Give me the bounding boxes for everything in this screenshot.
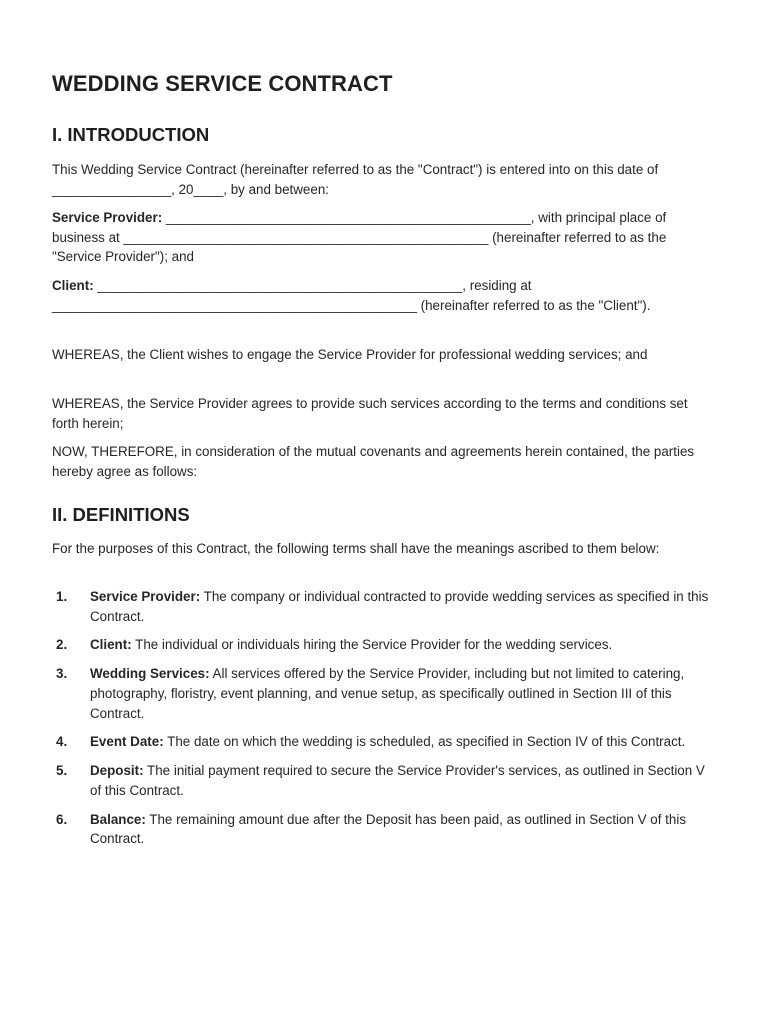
definition-text: The individual or individuals hiring the Service Provider for the wedding services. — [131, 637, 613, 653]
definition-text: All services offered by the Service Provider, including but not limited to catering, photography, floristry, event planning, and venue setup, as specifically outlined in Section III of this Contract. — [90, 666, 685, 721]
definition-number: 1. — [56, 589, 68, 604]
client-label: Client: — [52, 278, 94, 293]
definition-item — [52, 732, 718, 752]
definition-number: 6. — [56, 811, 68, 827]
document-title: WEDDING SERVICE CONTRACT — [52, 71, 393, 96]
client-paragraph — [52, 276, 718, 315]
definition-item — [52, 810, 718, 849]
now-therefore-paragraph: NOW, THEREFORE, in consideration of the mutual covenants and agreements herein contained, the parties hereby agree as follows: — [52, 444, 695, 479]
definition-item — [52, 761, 718, 800]
definitions-intro-paragraph: For the purposes of this Contract, the following terms shall have the meanings ascribed to them below: — [52, 541, 660, 556]
definition-text: The company or individual contracted to provide wedding services as specified in this Contract. — [90, 589, 709, 624]
definition-item — [52, 664, 718, 723]
service-provider-paragraph — [52, 208, 718, 267]
definition-term: Balance: — [90, 811, 146, 827]
whereas-paragraph-2: WHEREAS, the Service Provider agrees to provide such services according to the terms and conditions set forth herein; — [52, 396, 688, 431]
section-heading-introduction: I. INTRODUCTION — [52, 124, 210, 145]
definition-term: Deposit: — [90, 763, 144, 779]
definitions-list — [52, 587, 718, 858]
definition-number: 4. — [56, 734, 68, 750]
definition-item — [52, 635, 718, 655]
whereas-paragraph-1: WHEREAS, the Client wishes to engage the Service Provider for professional wedding services; and — [52, 347, 648, 362]
service-provider-label: Service Provider: — [52, 210, 163, 225]
definition-term: Wedding Services: — [90, 666, 210, 682]
definition-term: Service Provider: — [90, 589, 201, 604]
definition-text: The remaining amount due after the Deposit has been paid, as outlined in Section V of this Contract. — [90, 811, 687, 847]
definition-number: 3. — [56, 666, 68, 682]
definition-item — [52, 587, 718, 626]
definition-number: 2. — [56, 637, 68, 653]
definition-number: 5. — [56, 763, 68, 779]
definition-term: Client: — [90, 637, 132, 653]
section-heading-definitions: II. DEFINITIONS — [52, 504, 190, 525]
client-text: _________________________________________________, residing at _________________________________________________ (hereinafter referred to as the "Client"). — [52, 278, 651, 313]
definition-text: The initial payment required to secure the Service Provider's services, as outlined in Section V of this Contract. — [90, 763, 705, 798]
definition-text: The date on which the wedding is scheduled, as specified in Section IV of this Contract. — [163, 734, 686, 750]
service-provider-text: _________________________________________________, with principal place of business at _________________________________________________ (hereinafter referred to as the "Service Provider"); and — [52, 210, 667, 265]
intro-opening-paragraph: This Wedding Service Contract (hereinafter referred to as the "Contract") is entered into on this date of ________________, 20____, by and between: — [52, 162, 659, 197]
definition-term: Event Date: — [90, 734, 164, 750]
